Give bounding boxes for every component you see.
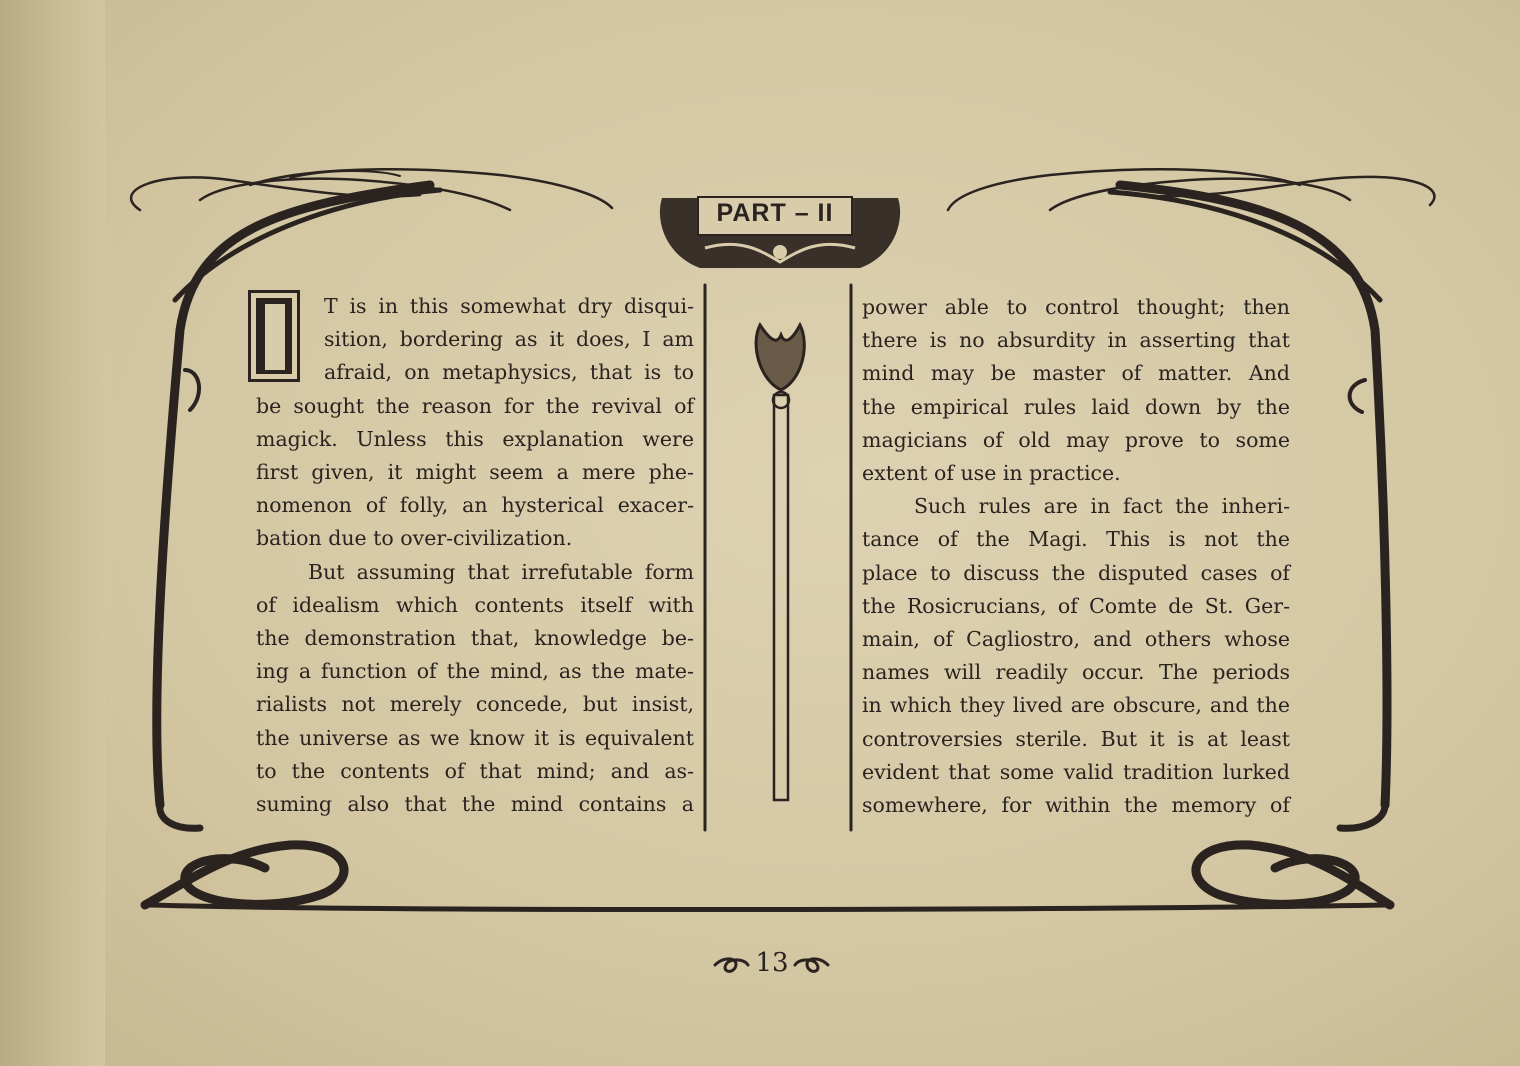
right-text-column [862, 291, 1290, 822]
text-line: magick. Unless this explanation were [256, 426, 694, 451]
text-line: extent of use in practice. [862, 461, 1121, 486]
paragraph [256, 290, 694, 556]
paragraph [256, 556, 694, 822]
text-line: suming also that the mind contains a [256, 792, 694, 817]
text-line: the demonstration that, knowledge be- [256, 626, 694, 651]
left-text-column [256, 290, 694, 821]
text-line: sition, bordering as it does, I am [324, 327, 694, 352]
text-line: in which they lived are obscure, and the [862, 693, 1290, 718]
text-line: mind may be master of matter. And [862, 361, 1290, 386]
text-line: bation due to over-civilization. [256, 526, 573, 551]
text-line: magicians of old may prove to some [862, 427, 1290, 452]
text-line: of idealism which contents itself with [256, 592, 694, 617]
text-line: be sought the reason for the revival of [256, 393, 694, 418]
part-title: PART – II [716, 199, 834, 227]
paragraph [862, 490, 1290, 822]
paragraph [862, 291, 1290, 490]
text-line: names will readily occur. The periods [862, 660, 1290, 685]
text-line: first given, it might seem a mere phe- [256, 460, 694, 485]
text-line: place to discuss the disputed cases of [862, 560, 1290, 585]
text-line: controversies sterile. But it is at least [862, 726, 1290, 751]
text-line: the universe as we know it is equivalent [256, 725, 694, 750]
text-line: the Rosicrucians, of Comte de St. Ger- [862, 593, 1290, 618]
text-line: power able to control thought; then [862, 295, 1290, 319]
text-line: But assuming that irrefutable form [308, 559, 694, 584]
text-line: tance of the Magi. This is not the [862, 527, 1290, 552]
text-line: evident that some valid tradition lurked [862, 759, 1290, 784]
frame-bottom-line [150, 905, 1385, 910]
page-number: 13 [755, 948, 789, 978]
text-line: ing a function of the mind, as the mate- [256, 659, 694, 684]
text-line: T is in this somewhat dry disqui- [324, 294, 694, 318]
text-line: to the contents of that mind; and as- [256, 758, 694, 783]
text-line: rialists not merely concede, but insist, [256, 692, 694, 717]
text-line: afraid, on metaphysics, that is to [324, 360, 694, 385]
text-line: nomenon of folly, an hysterical exacer- [256, 493, 694, 518]
text-line: the empirical rules laid down by the [862, 394, 1290, 419]
text-line: there is no absurdity in asserting that [862, 328, 1290, 353]
text-line: main, of Cagliostro, and others whose [862, 627, 1290, 652]
text-line: Such rules are in fact the inheri- [914, 494, 1290, 519]
text-line: somewhere, for within the memory of [862, 793, 1290, 818]
torch-ornament [756, 325, 804, 800]
